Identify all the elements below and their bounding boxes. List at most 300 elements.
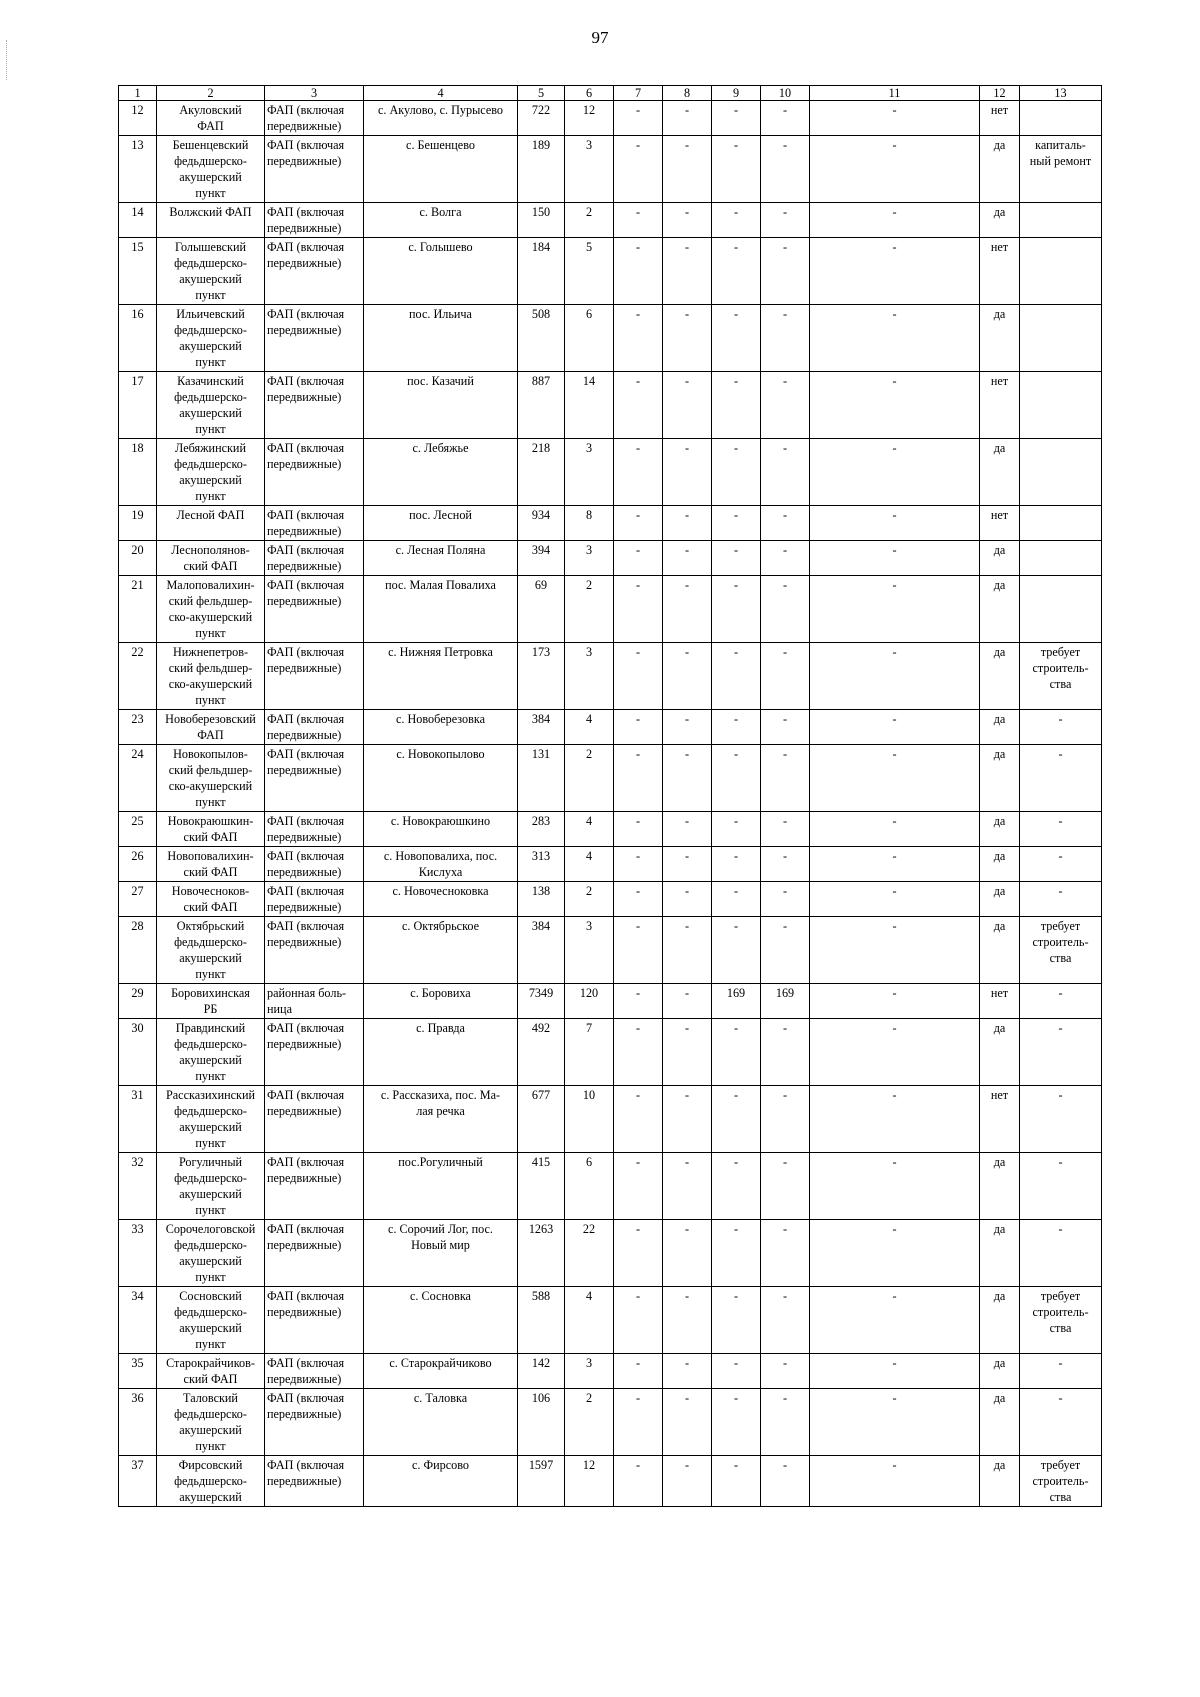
table-row	[119, 136, 1102, 203]
col8-value: -	[663, 372, 712, 439]
col7-value: -	[614, 1287, 663, 1354]
col8-value: -	[663, 984, 712, 1019]
facility-type: ФАП (включая передвижные)	[265, 136, 364, 203]
col9-value: -	[712, 1287, 761, 1354]
col7-value: -	[614, 439, 663, 506]
table-row	[119, 506, 1102, 541]
settlement: с. Боровиха	[364, 984, 518, 1019]
population: 934	[518, 506, 565, 541]
facility-name: Новокопылов- ский фельдшер- ско-акушерский пункт	[157, 745, 265, 812]
col13-note: -	[1020, 745, 1102, 812]
facility-name: Таловский федьдшерско- акушерский пункт	[157, 1389, 265, 1456]
facility-name: Малоповалихин- ский фельдшер- ско-акушерский пункт	[157, 576, 265, 643]
col11-value: -	[810, 812, 980, 847]
facility-name: Фирсовский федьдшерско- акушерский	[157, 1456, 265, 1507]
staff-count: 120	[565, 984, 614, 1019]
table-row	[119, 1086, 1102, 1153]
col9-value: -	[712, 439, 761, 506]
col10-value: -	[761, 847, 810, 882]
col9-value: -	[712, 203, 761, 238]
col7-value: -	[614, 1153, 663, 1220]
col13-note	[1020, 576, 1102, 643]
col10-value: -	[761, 1354, 810, 1389]
col8-value: -	[663, 1153, 712, 1220]
table-row	[119, 1287, 1102, 1354]
col11-value: -	[810, 541, 980, 576]
col7-value: -	[614, 710, 663, 745]
staff-count: 8	[565, 506, 614, 541]
settlement: с. Лесная Поляна	[364, 541, 518, 576]
col10-value: -	[761, 1287, 810, 1354]
table-row	[119, 1153, 1102, 1220]
col7-value: -	[614, 812, 663, 847]
facility-type: ФАП (включая передвижные)	[265, 1354, 364, 1389]
facility-name: Акуловский ФАП	[157, 101, 265, 136]
table-row	[119, 812, 1102, 847]
col9-value: -	[712, 1019, 761, 1086]
facility-type: ФАП (включая передвижные)	[265, 576, 364, 643]
col13-note: капиталь- ный ремонт	[1020, 136, 1102, 203]
population: 1597	[518, 1456, 565, 1507]
col10-value: -	[761, 1220, 810, 1287]
facility-name: Сосновский федьдшерско- акушерский пункт	[157, 1287, 265, 1354]
col7-value: -	[614, 305, 663, 372]
col13-note: -	[1020, 1086, 1102, 1153]
col13-note: -	[1020, 1019, 1102, 1086]
settlement: пос. Ильича	[364, 305, 518, 372]
table-row	[119, 847, 1102, 882]
population: 384	[518, 710, 565, 745]
population: 588	[518, 1287, 565, 1354]
col7-value: -	[614, 1086, 663, 1153]
population: 173	[518, 643, 565, 710]
col11-value: -	[810, 847, 980, 882]
col10-value: -	[761, 745, 810, 812]
col11-value: -	[810, 1019, 980, 1086]
col13-note: требует строитель- ства	[1020, 1456, 1102, 1507]
settlement: с. Новоберезовка	[364, 710, 518, 745]
row-number: 21	[119, 576, 157, 643]
table-row	[119, 541, 1102, 576]
facility-name: Лесной ФАП	[157, 506, 265, 541]
settlement: с. Акулово, с. Пурысево	[364, 101, 518, 136]
col13-note: -	[1020, 882, 1102, 917]
staff-count: 4	[565, 1287, 614, 1354]
col12-flag: да	[980, 643, 1020, 710]
col12-flag: да	[980, 136, 1020, 203]
row-number: 24	[119, 745, 157, 812]
settlement: с. Новокопылово	[364, 745, 518, 812]
col12-flag: да	[980, 1220, 1020, 1287]
column-number-4: 4	[364, 86, 518, 101]
row-number: 12	[119, 101, 157, 136]
column-number-10: 10	[761, 86, 810, 101]
col9-value: -	[712, 882, 761, 917]
col13-note	[1020, 439, 1102, 506]
population: 142	[518, 1354, 565, 1389]
col12-flag: да	[980, 710, 1020, 745]
col10-value: -	[761, 136, 810, 203]
facility-type: районная боль- ница	[265, 984, 364, 1019]
col13-note: -	[1020, 710, 1102, 745]
col13-note: -	[1020, 1354, 1102, 1389]
population: 508	[518, 305, 565, 372]
col12-flag: да	[980, 882, 1020, 917]
col11-value: -	[810, 745, 980, 812]
staff-count: 6	[565, 305, 614, 372]
facility-type: ФАП (включая передвижные)	[265, 439, 364, 506]
facility-name: Нижнепетров- ский фельдшер- ско-акушерский пункт	[157, 643, 265, 710]
col11-value: -	[810, 1220, 980, 1287]
population: 1263	[518, 1220, 565, 1287]
col11-value: -	[810, 305, 980, 372]
table-row	[119, 305, 1102, 372]
col11-value: -	[810, 1086, 980, 1153]
col8-value: -	[663, 1389, 712, 1456]
col9-value: 169	[712, 984, 761, 1019]
column-number-row	[119, 86, 1102, 101]
facility-type: ФАП (включая передвижные)	[265, 745, 364, 812]
col13-note: -	[1020, 812, 1102, 847]
facility-type: ФАП (включая передвижные)	[265, 1086, 364, 1153]
col12-flag: да	[980, 1019, 1020, 1086]
col12-flag: да	[980, 847, 1020, 882]
row-number: 15	[119, 238, 157, 305]
col9-value: -	[712, 1153, 761, 1220]
col12-flag: нет	[980, 1086, 1020, 1153]
col8-value: -	[663, 745, 712, 812]
table-row	[119, 238, 1102, 305]
col12-flag: да	[980, 1287, 1020, 1354]
col7-value: -	[614, 1019, 663, 1086]
settlement: с. Лебяжье	[364, 439, 518, 506]
facility-name: Голышевский федьдшерско- акушерский пункт	[157, 238, 265, 305]
facility-name: Ильичевский федьдшерско- акушерский пункт	[157, 305, 265, 372]
population: 69	[518, 576, 565, 643]
staff-count: 12	[565, 101, 614, 136]
col11-value: -	[810, 238, 980, 305]
table-row	[119, 439, 1102, 506]
population: 106	[518, 1389, 565, 1456]
facility-type: ФАП (включая передвижные)	[265, 710, 364, 745]
facility-type: ФАП (включая передвижные)	[265, 917, 364, 984]
col8-value: -	[663, 136, 712, 203]
table-row	[119, 882, 1102, 917]
col7-value: -	[614, 136, 663, 203]
col10-value: -	[761, 1153, 810, 1220]
col8-value: -	[663, 812, 712, 847]
col10-value: -	[761, 710, 810, 745]
col12-flag: да	[980, 203, 1020, 238]
col9-value: -	[712, 643, 761, 710]
col13-note	[1020, 372, 1102, 439]
population: 415	[518, 1153, 565, 1220]
col10-value: -	[761, 305, 810, 372]
population: 7349	[518, 984, 565, 1019]
col8-value: -	[663, 1354, 712, 1389]
col10-value: -	[761, 882, 810, 917]
settlement: с. Новокраюшкино	[364, 812, 518, 847]
page-number: 97	[591, 28, 609, 47]
row-number: 19	[119, 506, 157, 541]
col8-value: -	[663, 1019, 712, 1086]
row-number: 13	[119, 136, 157, 203]
col12-flag: да	[980, 305, 1020, 372]
table-row	[119, 1220, 1102, 1287]
column-number-9: 9	[712, 86, 761, 101]
population: 138	[518, 882, 565, 917]
facility-name: Казачинский федьдшерско- акушерский пункт	[157, 372, 265, 439]
col13-note: требует строитель- ства	[1020, 1287, 1102, 1354]
col8-value: -	[663, 1220, 712, 1287]
col13-note	[1020, 541, 1102, 576]
col13-note	[1020, 101, 1102, 136]
col9-value: -	[712, 136, 761, 203]
col9-value: -	[712, 101, 761, 136]
col9-value: -	[712, 576, 761, 643]
population: 283	[518, 812, 565, 847]
table-row	[119, 710, 1102, 745]
staff-count: 12	[565, 1456, 614, 1507]
staff-count: 3	[565, 541, 614, 576]
row-number: 31	[119, 1086, 157, 1153]
col10-value: -	[761, 1086, 810, 1153]
facility-type: ФАП (включая передвижные)	[265, 1220, 364, 1287]
col10-value: -	[761, 1019, 810, 1086]
facility-name: Рассказихинский федьдшерско- акушерский пункт	[157, 1086, 265, 1153]
col7-value: -	[614, 643, 663, 710]
population: 887	[518, 372, 565, 439]
staff-count: 2	[565, 882, 614, 917]
col9-value: -	[712, 812, 761, 847]
col8-value: -	[663, 1086, 712, 1153]
facility-type: ФАП (включая передвижные)	[265, 101, 364, 136]
col10-value: -	[761, 812, 810, 847]
col11-value: -	[810, 1287, 980, 1354]
col8-value: -	[663, 238, 712, 305]
facility-name: Старокрайчиков- ский ФАП	[157, 1354, 265, 1389]
population: 384	[518, 917, 565, 984]
facility-type: ФАП (включая передвижные)	[265, 847, 364, 882]
col10-value: -	[761, 541, 810, 576]
col13-note: -	[1020, 847, 1102, 882]
col11-value: -	[810, 203, 980, 238]
col10-value: -	[761, 101, 810, 136]
settlement: с. Новоповалиха, пос. Кислуха	[364, 847, 518, 882]
staff-count: 14	[565, 372, 614, 439]
facility-name: Октябрьский федьдшерско- акушерский пункт	[157, 917, 265, 984]
col8-value: -	[663, 1456, 712, 1507]
table-row	[119, 1019, 1102, 1086]
data-table	[118, 85, 1102, 1507]
population: 722	[518, 101, 565, 136]
col7-value: -	[614, 203, 663, 238]
col11-value: -	[810, 506, 980, 541]
column-number-8: 8	[663, 86, 712, 101]
table-row	[119, 101, 1102, 136]
col11-value: -	[810, 917, 980, 984]
settlement: с. Новочесноковка	[364, 882, 518, 917]
table-row	[119, 1456, 1102, 1507]
facility-type: ФАП (включая передвижные)	[265, 643, 364, 710]
row-number: 28	[119, 917, 157, 984]
table-row	[119, 984, 1102, 1019]
facility-name: Бешенцевский федьдшерско- акушерский пункт	[157, 136, 265, 203]
settlement: с. Сосновка	[364, 1287, 518, 1354]
row-number: 25	[119, 812, 157, 847]
col8-value: -	[663, 643, 712, 710]
facility-type: ФАП (включая передвижные)	[265, 1019, 364, 1086]
col7-value: -	[614, 1354, 663, 1389]
facility-name: Леснополянов- ский ФАП	[157, 541, 265, 576]
settlement: с. Нижняя Петровка	[364, 643, 518, 710]
table-body	[119, 101, 1102, 1507]
col11-value: -	[810, 576, 980, 643]
col9-value: -	[712, 917, 761, 984]
col13-note: требует строитель- ства	[1020, 917, 1102, 984]
population: 189	[518, 136, 565, 203]
facility-name: Новочесноков- ский ФАП	[157, 882, 265, 917]
column-number-6: 6	[565, 86, 614, 101]
col11-value: -	[810, 101, 980, 136]
col12-flag: да	[980, 439, 1020, 506]
col8-value: -	[663, 710, 712, 745]
facility-name: Новоберезовский ФАП	[157, 710, 265, 745]
col9-value: -	[712, 1389, 761, 1456]
col7-value: -	[614, 238, 663, 305]
col7-value: -	[614, 576, 663, 643]
col11-value: -	[810, 439, 980, 506]
staff-count: 2	[565, 576, 614, 643]
settlement: с. Голышево	[364, 238, 518, 305]
population: 218	[518, 439, 565, 506]
col13-note	[1020, 238, 1102, 305]
staff-count: 3	[565, 917, 614, 984]
table-row	[119, 643, 1102, 710]
col10-value: -	[761, 1456, 810, 1507]
col10-value: -	[761, 238, 810, 305]
settlement: с. Фирсово	[364, 1456, 518, 1507]
col12-flag: да	[980, 917, 1020, 984]
col9-value: -	[712, 1086, 761, 1153]
table-row	[119, 1354, 1102, 1389]
col12-flag: нет	[980, 238, 1020, 305]
col11-value: -	[810, 136, 980, 203]
facility-type: ФАП (включая передвижные)	[265, 372, 364, 439]
population: 394	[518, 541, 565, 576]
settlement: с. Таловка	[364, 1389, 518, 1456]
col9-value: -	[712, 372, 761, 439]
staff-count: 10	[565, 1086, 614, 1153]
col8-value: -	[663, 203, 712, 238]
table-row	[119, 203, 1102, 238]
col9-value: -	[712, 1456, 761, 1507]
facility-type: ФАП (включая передвижные)	[265, 305, 364, 372]
col11-value: -	[810, 1354, 980, 1389]
col12-flag: да	[980, 812, 1020, 847]
col11-value: -	[810, 643, 980, 710]
col9-value: -	[712, 238, 761, 305]
col13-note	[1020, 203, 1102, 238]
facility-name: Новоповалихин- ский ФАП	[157, 847, 265, 882]
col10-value: -	[761, 372, 810, 439]
col13-note	[1020, 506, 1102, 541]
population: 131	[518, 745, 565, 812]
row-number: 34	[119, 1287, 157, 1354]
table-row	[119, 917, 1102, 984]
staff-count: 3	[565, 136, 614, 203]
col7-value: -	[614, 1220, 663, 1287]
row-number: 23	[119, 710, 157, 745]
col8-value: -	[663, 101, 712, 136]
settlement: с. Сорочий Лог, пос. Новый мир	[364, 1220, 518, 1287]
staff-count: 3	[565, 439, 614, 506]
col7-value: -	[614, 847, 663, 882]
staff-count: 5	[565, 238, 614, 305]
col7-value: -	[614, 1389, 663, 1456]
row-number: 17	[119, 372, 157, 439]
settlement: с. Рассказиха, пос. Ма- лая речка	[364, 1086, 518, 1153]
col7-value: -	[614, 984, 663, 1019]
row-number: 29	[119, 984, 157, 1019]
scan-margin-mark	[6, 40, 8, 80]
col12-flag: да	[980, 1389, 1020, 1456]
col11-value: -	[810, 1456, 980, 1507]
col10-value: -	[761, 1389, 810, 1456]
row-number: 16	[119, 305, 157, 372]
col8-value: -	[663, 917, 712, 984]
facility-name: Рогуличный федьдшерско- акушерский пункт	[157, 1153, 265, 1220]
staff-count: 22	[565, 1220, 614, 1287]
col12-flag: да	[980, 1456, 1020, 1507]
facility-type: ФАП (включая передвижные)	[265, 203, 364, 238]
column-number-12: 12	[980, 86, 1020, 101]
facility-type: ФАП (включая передвижные)	[265, 506, 364, 541]
staff-count: 7	[565, 1019, 614, 1086]
facility-type: ФАП (включая передвижные)	[265, 1389, 364, 1456]
col7-value: -	[614, 1456, 663, 1507]
row-number: 26	[119, 847, 157, 882]
col9-value: -	[712, 506, 761, 541]
col12-flag: нет	[980, 372, 1020, 439]
row-number: 32	[119, 1153, 157, 1220]
staff-count: 3	[565, 1354, 614, 1389]
row-number: 27	[119, 882, 157, 917]
col12-flag: нет	[980, 984, 1020, 1019]
settlement: с. Бешенцево	[364, 136, 518, 203]
col13-note: -	[1020, 984, 1102, 1019]
row-number: 30	[119, 1019, 157, 1086]
column-number-2: 2	[157, 86, 265, 101]
settlement: пос. Казачий	[364, 372, 518, 439]
settlement: пос. Малая Повалиха	[364, 576, 518, 643]
staff-count: 4	[565, 710, 614, 745]
col13-note	[1020, 305, 1102, 372]
col7-value: -	[614, 917, 663, 984]
col8-value: -	[663, 576, 712, 643]
col8-value: -	[663, 506, 712, 541]
col8-value: -	[663, 847, 712, 882]
table-row	[119, 372, 1102, 439]
col12-flag: да	[980, 576, 1020, 643]
col12-flag: нет	[980, 101, 1020, 136]
facility-name: Новокраюшкин- ский ФАП	[157, 812, 265, 847]
col8-value: -	[663, 541, 712, 576]
col8-value: -	[663, 439, 712, 506]
facility-name: Лебяжинский федьдшерско- акушерский пункт	[157, 439, 265, 506]
facility-type: ФАП (включая передвижные)	[265, 1153, 364, 1220]
col7-value: -	[614, 882, 663, 917]
